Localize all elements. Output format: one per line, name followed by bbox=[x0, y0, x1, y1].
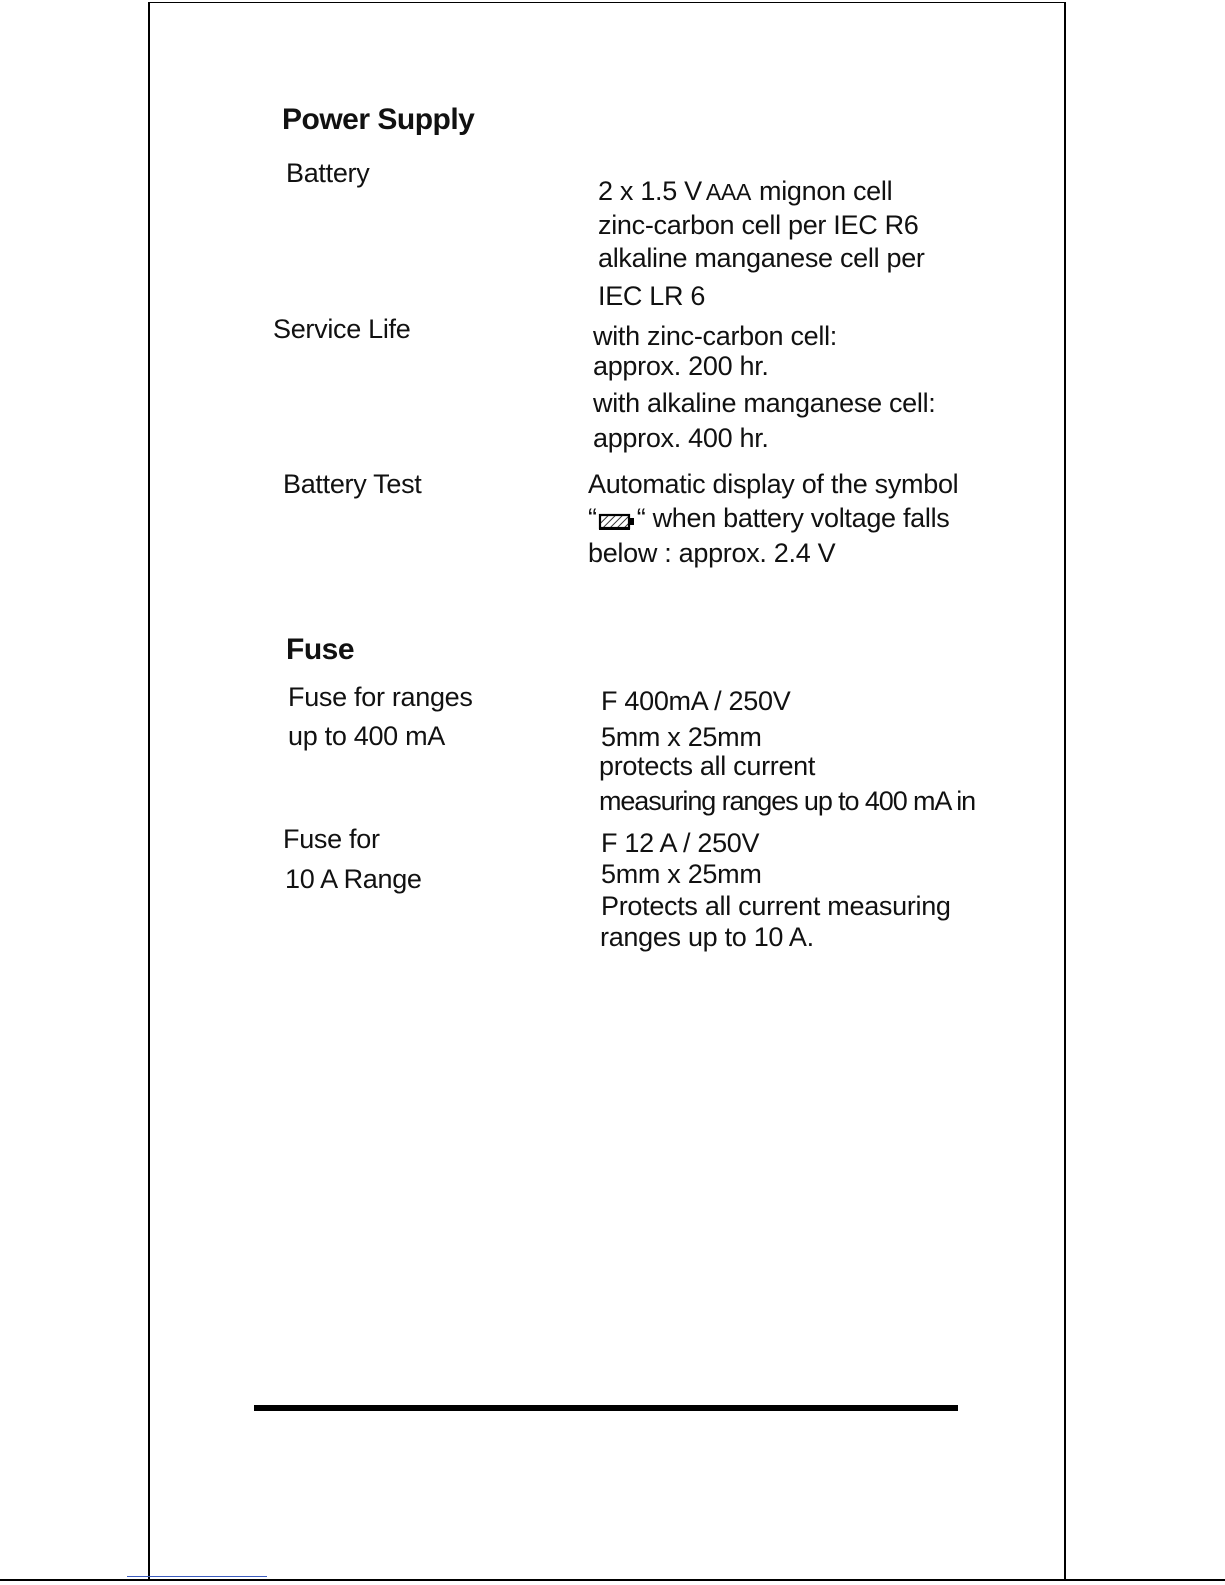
battery-label: Battery bbox=[286, 158, 370, 188]
battery-test-line1: Automatic display of the symbol bbox=[588, 469, 959, 499]
battery-test-line3: below : approx. 2.4 V bbox=[588, 538, 836, 568]
battery-spec-line2: zinc-carbon cell per IEC R6 bbox=[598, 210, 919, 240]
battery-cell-name: mignon cell bbox=[759, 176, 893, 206]
battery-spec-line3: alkaline manganese cell per bbox=[598, 243, 925, 273]
fuse-10a-label-line2: 10 A Range bbox=[285, 864, 422, 894]
fuse-10a-label-line1: Fuse for bbox=[283, 824, 380, 854]
footer-rule bbox=[254, 1405, 958, 1411]
service-life-label: Service Life bbox=[273, 314, 411, 344]
fuse-400-label-line2: up to 400 mA bbox=[288, 721, 446, 751]
fuse-400-line3: protects all current bbox=[599, 751, 816, 781]
service-life-line3: with alkaline manganese cell: bbox=[593, 388, 936, 418]
fuse-400-line4: measuring ranges up to 400 mA in bbox=[599, 786, 976, 816]
page-bottom-edge bbox=[0, 1579, 1225, 1581]
battery-test-line2 bbox=[588, 505, 949, 536]
service-life-line1: with zinc-carbon cell: bbox=[593, 321, 837, 351]
page-edge-mark bbox=[127, 1576, 267, 1577]
battery-test-line2-text: “ when battery voltage falls bbox=[636, 503, 950, 533]
fuse-400-line2: 5mm x 25mm bbox=[601, 722, 762, 752]
open-quote: “ bbox=[588, 503, 597, 533]
battery-spec-line4: IEC LR 6 bbox=[598, 281, 706, 311]
battery-test-label: Battery Test bbox=[283, 469, 422, 499]
battery-spec-line1 bbox=[598, 178, 892, 205]
battery-type: AAA bbox=[705, 179, 751, 205]
fuse-400-line1: F 400mA / 250V bbox=[601, 686, 791, 716]
service-life-line2: approx. 200 hr. bbox=[593, 351, 769, 381]
power-supply-heading: Power Supply bbox=[282, 103, 475, 136]
battery-voltage: 2 x 1.5 V bbox=[598, 176, 702, 206]
fuse-10a-line1: F 12 A / 250V bbox=[601, 828, 760, 858]
fuse-10a-line2: 5mm x 25mm bbox=[601, 859, 762, 889]
fuse-400-label-line1: Fuse for ranges bbox=[288, 682, 473, 712]
fuse-10a-line3: Protects all current measuring bbox=[601, 891, 951, 921]
fuse-heading: Fuse bbox=[286, 633, 355, 666]
fuse-10a-line4: ranges up to 10 A. bbox=[600, 922, 814, 952]
service-life-line4: approx. 400 hr. bbox=[593, 423, 769, 453]
low-battery-icon bbox=[598, 509, 636, 536]
